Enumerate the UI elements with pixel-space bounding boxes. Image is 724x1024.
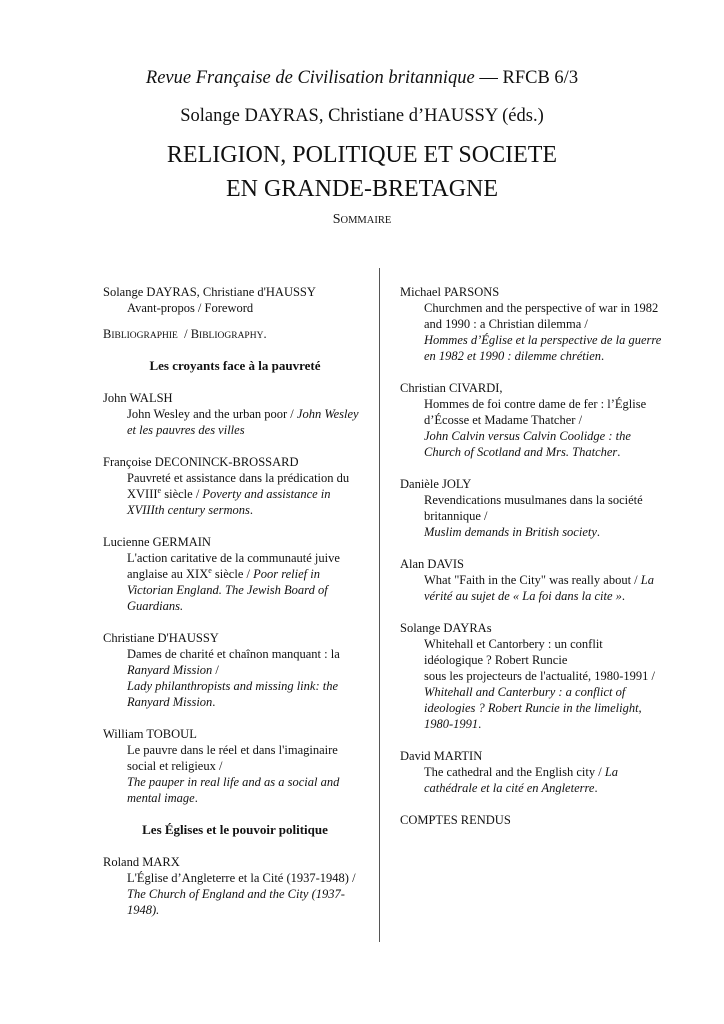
entry-martin bbox=[400, 748, 662, 796]
entry-intro bbox=[103, 284, 367, 316]
entry-end: . bbox=[601, 349, 605, 363]
entry-desc bbox=[103, 742, 367, 806]
entry-civardi bbox=[400, 380, 662, 460]
entry-title-original: Hommes de foi contre dame de fer : l’Église d’Écosse et Madame Thatcher / bbox=[424, 397, 647, 427]
entry-author: Françoise DECONINCK-BROSSARD bbox=[103, 455, 299, 469]
journal-title bbox=[0, 68, 724, 89]
entry-title-original: Whitehall et Cantorbery : un conflit idéologique ? Robert Runcie bbox=[424, 637, 603, 667]
entry-end: . bbox=[617, 445, 621, 459]
entry-desc bbox=[400, 572, 662, 604]
entry-title-original: Revendications musulmanes dans la société britannique / bbox=[424, 493, 643, 523]
entry-joly bbox=[400, 476, 662, 540]
entry-author: William TOBOUL bbox=[103, 727, 197, 741]
entry-author: Roland MARX bbox=[103, 855, 180, 869]
superscript: e bbox=[208, 565, 212, 575]
entry-title-italic: Ranyard Mission bbox=[127, 663, 213, 677]
entry-author: Christian CIVARDI, bbox=[400, 381, 503, 395]
entry-separator: / bbox=[212, 663, 219, 677]
entry-author: Danièle JOLY bbox=[400, 477, 472, 491]
entry-author: Michael PARSONS bbox=[400, 285, 500, 299]
entry-author: Alan DAVIS bbox=[400, 557, 465, 571]
entry-davis bbox=[400, 556, 662, 604]
entry-desc bbox=[400, 492, 662, 540]
entry-end: . bbox=[194, 791, 198, 805]
entry-title-translation: Muslim demands in British society bbox=[424, 525, 597, 539]
entry-marx bbox=[103, 854, 367, 918]
entry-author: Christiane D'HAUSSY bbox=[103, 631, 219, 645]
entry-title-translation: The pauper in real life and as a social and mental image bbox=[127, 775, 340, 805]
entry-desc bbox=[400, 396, 662, 460]
entry-title-translation: John Calvin versus Calvin Coolidge : the Church of Scotland and Mrs. Thatcher bbox=[424, 429, 631, 459]
entry-toboul bbox=[103, 726, 367, 806]
entry-desc: Avant-propos / Foreword bbox=[127, 301, 254, 315]
entry-title-translation: Whitehall and Canterbury : a conflict of ideologies ? Robert Runcie in the limelight, 1980-1991 bbox=[424, 685, 642, 731]
right-column bbox=[400, 284, 662, 844]
bib-initial-1: B bbox=[103, 327, 112, 341]
sommaire-rest: OMMAIRE bbox=[340, 215, 392, 226]
entry-title-original-cont: siècle / bbox=[161, 487, 203, 501]
entry-desc bbox=[400, 300, 662, 364]
entry-title-original: Churchmen and the perspective of war in 1982 and 1990 : a Christian dilemma / bbox=[424, 301, 659, 331]
entry-title-translation: La vérité au sujet de « La foi dans la cite » bbox=[424, 573, 654, 603]
left-column bbox=[103, 284, 367, 934]
section-heading-2: Les Églises et le pouvoir politique bbox=[142, 822, 328, 837]
entry-title-translation: Hommes d’Église et la perspective de la guerre en 1982 et 1990 : dilemme chrétien bbox=[424, 333, 662, 363]
entry-title-original: John Wesley and the urban poor / bbox=[127, 407, 297, 421]
bib-sep: / bbox=[177, 327, 191, 341]
page-title-line-2: EN GRANDE-BRETAGNE bbox=[225, 176, 499, 202]
entry-title-translation: Lady philanthropists and missing link: the Ranyard Mission bbox=[127, 679, 338, 709]
entry-desc bbox=[400, 764, 662, 796]
entry-end: . bbox=[594, 781, 598, 795]
entry-desc bbox=[103, 550, 367, 614]
entry-title-original: Le pauvre dans le réel et dans l'imaginaire social et religieux / bbox=[127, 743, 338, 773]
entry-author: David MARTIN bbox=[400, 749, 483, 763]
entry-title-original: Pauvreté et assistance dans la prédication du XVIII bbox=[127, 471, 350, 501]
entry-title-translation: Poverty and assistance in XVIIIth century sermons bbox=[127, 487, 331, 517]
entry-author: Lucienne GERMAIN bbox=[103, 535, 211, 549]
bib-rest-2: IBLIOGRAPHY bbox=[199, 331, 264, 341]
bib-end: . bbox=[263, 327, 267, 341]
journal-name: Revue Française de Civilisation britannique bbox=[145, 68, 475, 88]
entry-parsons bbox=[400, 284, 662, 364]
entry-dayras bbox=[400, 620, 662, 732]
entry-title-original: L'action caritative de la communauté juive anglaise au XIX bbox=[127, 551, 340, 581]
entry-end: . bbox=[212, 695, 216, 709]
entry-title-original: The cathedral and the English city / bbox=[424, 765, 605, 779]
entry-title-translation: John Wesley et les pauvres des villes bbox=[127, 407, 359, 437]
column-divider bbox=[379, 268, 380, 942]
entry-title-original-cont: siècle / bbox=[211, 567, 254, 581]
entry-desc bbox=[400, 636, 662, 732]
entry-haussy bbox=[103, 630, 367, 710]
entry-desc bbox=[103, 646, 367, 710]
entry-title-translation: The Church of England and the City (1937-1948). bbox=[127, 887, 345, 917]
page-title-line-1: RELIGION, POLITIQUE ET SOCIETE bbox=[166, 142, 558, 168]
entry-end: . bbox=[621, 589, 626, 603]
entry-title-translation: Poor relief in Victorian England. The Jewish Board of Guardians. bbox=[127, 567, 328, 613]
superscript: e bbox=[157, 485, 162, 495]
editors-line: Solange DAYRAS, Christiane d’HAUSSY (éds.) bbox=[180, 106, 544, 126]
comptes-rendus: COMPTES RENDUS bbox=[400, 813, 511, 827]
sommaire-initial: S bbox=[332, 212, 341, 227]
entry-desc bbox=[103, 470, 367, 518]
entry-end: . bbox=[596, 525, 601, 539]
section-heading-1: Les croyants face à la pauvreté bbox=[149, 358, 321, 373]
bibliography-line bbox=[103, 326, 367, 344]
entry-author: Solange DAYRAS, Christiane d'HAUSSY bbox=[103, 285, 316, 299]
entry-title-original-cont: sous les projecteurs de l'actualité, 1980-1991 / bbox=[424, 669, 656, 683]
entry-walsh bbox=[103, 390, 367, 438]
entry-end: . bbox=[249, 503, 254, 517]
entry-desc bbox=[103, 870, 367, 918]
entry-germain bbox=[103, 534, 367, 614]
entry-title-translation: La cathédrale et la cité en Angleterre bbox=[424, 765, 619, 795]
entry-title-original: Dames de charité et chaînon manquant : la bbox=[127, 647, 340, 661]
entry-author: John WALSH bbox=[103, 391, 173, 405]
bib-rest-1: IBLIOGRAPHIE bbox=[111, 331, 178, 341]
entry-title-original: What "Faith in the City" was really about / bbox=[424, 573, 641, 587]
entry-deconinck bbox=[103, 454, 367, 518]
sommaire-heading bbox=[0, 212, 724, 228]
entry-title-original: L'Église d’Angleterre et la Cité (1937-1948) / bbox=[127, 871, 356, 885]
entry-end: . bbox=[478, 717, 482, 731]
bib-initial-2: B bbox=[190, 327, 200, 341]
entry-author: Solange DAYRAs bbox=[400, 621, 492, 635]
entry-desc bbox=[103, 406, 367, 438]
journal-issue: — RFCB 6/3 bbox=[474, 68, 579, 88]
